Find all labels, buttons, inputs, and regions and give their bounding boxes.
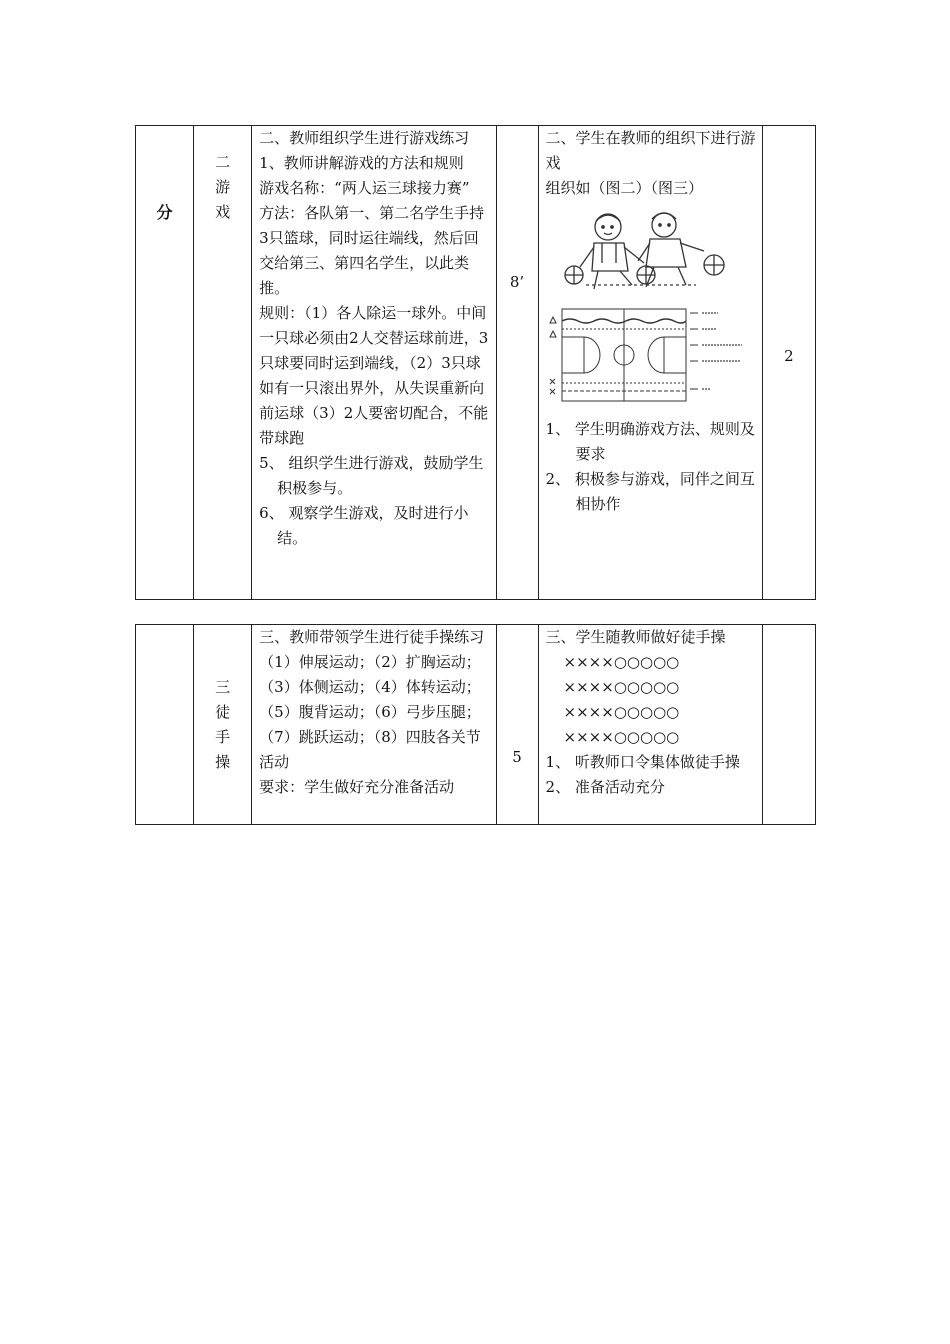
game-name: 游戏名称：“两人运三球接力赛” <box>259 179 470 197</box>
category-cell <box>194 126 252 600</box>
student-heading-2: 三、学生随教师做好徒手操 <box>545 628 726 646</box>
student-item-1-2: 1、 听教师口令集体做徒手操 <box>545 753 740 771</box>
category-label-2: 三徒手操 <box>215 678 231 771</box>
teacher-requirement: 要求：学生做好充分准备活动 <box>259 778 455 796</box>
teacher-item-1: 1、教师讲解游戏的方法和规则 <box>259 154 464 172</box>
student-heading: 二、学生在教师的组织下进行游戏 <box>545 129 756 172</box>
teacher-activity-cell-2 <box>252 625 496 825</box>
time-value: 8’ <box>509 273 525 291</box>
formation-row: ××××○○○○○ <box>563 678 680 696</box>
section-label: 分 <box>156 202 173 222</box>
time-value-2: 5 <box>512 748 522 766</box>
court-diagram <box>546 303 754 411</box>
teacher-item-6: 6、 观察学生游戏，及时进行小结。 <box>259 504 469 547</box>
count-cell <box>762 126 815 600</box>
teacher-activity-cell <box>252 126 496 600</box>
section-label-cell <box>136 126 194 600</box>
time-cell-2 <box>496 625 538 825</box>
category-cell-2 <box>194 625 252 825</box>
game-method: 方法：各队第一、第二名学生手持3只篮球，同时运往端线，然后回交给第三、第四名学生，以此类推。 <box>259 204 485 297</box>
formation-row: ××××○○○○○ <box>563 703 680 721</box>
section-label-cell-2 <box>136 625 194 825</box>
formation-row: ××××○○○○○ <box>563 653 680 671</box>
formation-row: ××××○○○○○ <box>563 728 680 746</box>
student-item-2: 2、 积极参与游戏，同伴之间互相协作 <box>545 470 755 513</box>
teacher-heading: 二、教师组织学生进行游戏练习 <box>259 129 470 147</box>
student-item-2-2: 2、 准备活动充分 <box>545 778 665 796</box>
lesson-table-games <box>135 125 816 600</box>
exercise-line-1: （1）伸展运动；（2）扩胸运动； <box>259 653 481 671</box>
exercise-line-2: （3）体侧运动；（4）体转运动； <box>259 678 481 696</box>
student-activity-cell <box>538 126 762 600</box>
children-dribbling-illustration <box>546 205 746 297</box>
teacher-heading-2: 三、教师带领学生进行徒手操练习 <box>259 628 485 646</box>
count-value: 2 <box>784 347 794 365</box>
student-activity-cell-2 <box>538 625 762 825</box>
count-cell-2 <box>762 625 815 825</box>
student-org: 组织如（图二）（图三） <box>545 179 704 197</box>
category-label: 二游戏 <box>215 153 231 221</box>
exercise-line-4: （7）跳跃运动；（8）四肢各关节活动 <box>259 728 481 771</box>
time-cell <box>496 126 538 600</box>
game-rules: 规则：（1）各人除运一球外。中间一只球必须由2人交替运球前进，3只球要同时运到端线，（2）3只球如有一只滚出界外，从失误重新向前运球（3）2人要密切配合，不能带球跑 <box>259 304 489 447</box>
student-item-1: 1、 学生明确游戏方法、规则及要求 <box>545 420 755 463</box>
exercise-line-3: （5）腹背运动；（6）弓步压腿； <box>259 703 481 721</box>
teacher-item-5: 5、 组织学生进行游戏，鼓励学生积极参与。 <box>259 454 484 497</box>
lesson-table-calisthenics <box>135 624 816 825</box>
